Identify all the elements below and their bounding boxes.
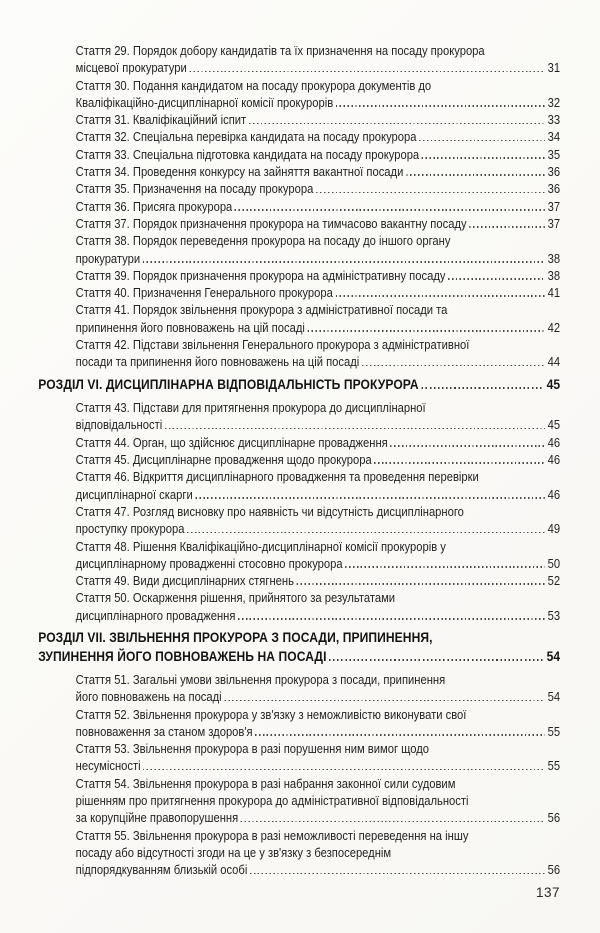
toc-section-heading [38, 629, 560, 666]
toc-article-entry [38, 434, 560, 451]
toc-article-entry [38, 111, 560, 128]
toc-article-entry [38, 146, 560, 163]
toc-entry-text: Стаття 35. Призначення на посаду прокурора [75, 181, 314, 197]
toc-article-entry [38, 572, 560, 589]
toc-article-entry [38, 399, 560, 434]
toc-entry-last-line [76, 757, 561, 774]
toc-entry-text: дисциплінарному провадженні стосовно прокурора [75, 555, 343, 571]
toc-entry-page-number: 56 [547, 862, 561, 878]
toc-entry-page-number: 54 [546, 648, 561, 665]
toc-entry-last-line [76, 353, 561, 370]
toc-entry-page-number: 31 [547, 60, 561, 76]
toc-article-entry [38, 468, 560, 503]
toc-entry-text: Стаття 47. Розгляд висновку про наявність чи відсутність дисциплінарного [75, 503, 464, 519]
toc-entry-last-line [76, 128, 561, 145]
toc-entry-text: повноваження за станом здоров'я [75, 723, 253, 739]
toc-article-entry [38, 336, 560, 371]
toc-entry-text: Стаття 52. Звільнення прокурора у зв'язку з неможливістю виконувати свої [75, 706, 467, 722]
toc-article-entry [38, 451, 560, 468]
toc-entry-text: посади та припинення його повноважень на цій посаді [75, 354, 360, 370]
toc-entry-text: місцевої прокуратури [75, 60, 187, 76]
toc-entry-last-line [76, 267, 561, 284]
toc-entry-text: за корупційне правопорушення [75, 810, 239, 826]
toc-entry-last-line [76, 520, 561, 537]
toc-entry-text: Стаття 31. Кваліфікаційний іспит [75, 112, 247, 128]
toc-entry-text: ЗУПИНЕННЯ ЙОГО ПОВНОВАЖЕНЬ НА ПОСАДІ [38, 648, 327, 665]
toc-article-entry [38, 77, 560, 112]
toc-section-heading [38, 376, 560, 395]
toc-entry-text: Стаття 43. Підстави для притягнення прокурора до дисциплінарної [75, 400, 426, 416]
toc-entry-text: його повноважень на посаді [75, 689, 222, 705]
toc-article-entry [38, 706, 560, 741]
toc-entry-page-number: 36 [547, 181, 561, 197]
toc-entry-page-number: 50 [547, 555, 561, 571]
toc-entry-text: Стаття 30. Подання кандидатом на посаду прокурора документів до [75, 77, 432, 93]
toc-article-entry [38, 42, 560, 77]
toc-entry-last-line [76, 94, 561, 111]
toc-entry-last-line [76, 861, 561, 878]
toc-entry-page-number: 38 [547, 250, 561, 266]
toc-entry-text: Стаття 41. Порядок звільнення прокурора з адміністративної посади та [75, 302, 448, 318]
toc-entry-page-number: 45 [547, 417, 561, 433]
toc-article-entry [38, 198, 560, 215]
toc-entry-page-number: 37 [547, 215, 561, 231]
toc-entry-text: посаду або відсутності згоди на це у зв'язку з безпосереднім [75, 844, 392, 860]
toc-entry-text: Стаття 55. Звільнення прокурора в разі неможливості переведення на іншу [75, 827, 469, 843]
toc-entry-text: Стаття 54. Звільнення прокурора в разі набрання законної сили судовим [75, 775, 456, 791]
toc-entry-text: Стаття 45. Дисциплінарне провадження щодо прокурора [75, 452, 372, 468]
toc-entry-text: Стаття 38. Порядок переведення прокурора на посаду до іншого органу [75, 233, 451, 249]
toc-entry-last-line [76, 486, 561, 503]
toc-entry-text: проступку прокурора [75, 521, 185, 537]
toc-article-entry [38, 163, 560, 180]
toc-entry-page-number: 55 [547, 723, 561, 739]
toc-article-entry [38, 284, 560, 301]
toc-entry-last-line [76, 688, 561, 705]
toc-article-entry [38, 538, 560, 573]
toc-article-entry [38, 775, 560, 827]
toc-entry-text: підпорядкуванням близькій особі [75, 862, 248, 878]
toc-article-entry [38, 671, 560, 706]
toc-entry-page-number: 54 [547, 689, 561, 705]
toc-entry-page-number: 34 [547, 129, 561, 145]
toc-entry-page-number: 38 [547, 267, 561, 283]
toc-article-entry [38, 215, 560, 232]
toc-entry-page-number: 32 [547, 94, 561, 110]
toc-entry-text: Стаття 32. Спеціальна перевірка кандидата на посаду прокурора [75, 129, 417, 145]
toc-entry-text: рішенням про притягнення прокурора до адміністративної відповідальності [75, 793, 469, 809]
toc-entry-text: Стаття 33. Спеціальна підготовка кандидата на посаду прокурора [75, 146, 420, 162]
toc-entry-text: Стаття 40. Призначення Генерального прокурора [75, 285, 333, 301]
toc-entry-text: Стаття 53. Звільнення прокурора в разі порушення ним вимог щодо [75, 741, 430, 757]
toc-article-entry [38, 301, 560, 336]
toc-entry-text: Стаття 36. Присяга прокурора [75, 198, 233, 214]
toc-entry-page-number: 42 [547, 319, 561, 335]
toc-entry-page-number: 52 [547, 573, 561, 589]
toc-entry-page-number: 33 [547, 112, 561, 128]
toc-entry-text: Стаття 39. Порядок призначення прокурора на адміністративну посаду [75, 267, 446, 283]
toc-entry-page-number: 37 [547, 198, 561, 214]
toc-article-entry [38, 827, 560, 879]
toc-entry-last-line [76, 111, 561, 128]
toc-entry-text: дисциплінарної скарги [75, 486, 193, 502]
toc-entry-text: Стаття 37. Порядок призначення прокурора на тимчасово вакантну посаду [75, 215, 467, 231]
toc-entry-last-line [76, 723, 561, 740]
toc-entry-last-line [76, 250, 561, 267]
toc-entry-text: РОЗДІЛ VI. ДИСЦИПЛІНАРНА ВІДПОВІДАЛЬНІСТЬ ПРОКУРОРА [38, 376, 419, 393]
toc-entry-page-number: 41 [547, 285, 561, 301]
toc-entry-page-number: 49 [547, 521, 561, 537]
toc-entry-last-line [76, 434, 561, 451]
toc-entry-last-line [76, 607, 561, 624]
toc-entry-text: несумісності [75, 758, 141, 774]
toc-entry-last-line [76, 163, 561, 180]
toc-entry-page-number: 56 [547, 810, 561, 826]
toc-article-entry [38, 503, 560, 538]
toc-entry-last-line [38, 648, 560, 667]
toc-entry-text: Стаття 34. Проведення конкурсу на зайняття вакантної посади [75, 164, 404, 180]
toc-entry-last-line [76, 284, 561, 301]
toc-entry-text: Стаття 42. Підстави звільнення Генерального прокурора з адміністративної [75, 337, 470, 353]
toc-article-entry [38, 740, 560, 775]
toc-entry-text: припинення його повноважень на цій посаді [75, 319, 305, 335]
toc-entry-page-number: 35 [547, 146, 561, 162]
toc-entry-text: дисциплінарного провадження [75, 607, 236, 623]
toc-entry-last-line [76, 180, 561, 197]
toc-entry-page-number: 44 [547, 354, 561, 370]
toc-entry-page-number: 55 [547, 758, 561, 774]
toc-entry-text: Стаття 51. Загальні умови звільнення прокурора з посади, припинення [75, 672, 446, 687]
toc-entry-last-line [76, 572, 561, 589]
toc-article-entry [38, 267, 560, 284]
toc-entry-text: відповідальності [75, 417, 163, 433]
toc-entry-page-number: 46 [547, 434, 561, 450]
toc-entry-text: Стаття 50. Оскарження рішення, прийнятого за результатами [75, 590, 396, 606]
toc-entry-last-line [76, 198, 561, 215]
toc-entry-last-line [76, 416, 561, 433]
toc-article-entry [38, 232, 560, 267]
toc-entry-last-line [76, 555, 561, 572]
toc-entry-page-number: 46 [547, 486, 561, 502]
toc-entry-text: РОЗДІЛ VII. ЗВІЛЬНЕННЯ ПРОКУРОРА З ПОСАДИ, ПРИПИНЕННЯ, [38, 630, 433, 646]
toc-entry-last-line [76, 59, 561, 76]
toc-entry-last-line [76, 319, 561, 336]
toc-entry-text: Стаття 46. Відкриття дисциплінарного провадження та проведення перевірки [75, 469, 479, 485]
toc-entry-page-number: 45 [546, 376, 561, 393]
toc-entry-last-line [38, 376, 560, 395]
toc-entry-page-number: 53 [547, 607, 561, 623]
toc-entry-last-line [76, 146, 561, 163]
toc-entry-text: Стаття 49. Види дисциплінарних стягнень [75, 573, 294, 589]
toc-article-entry [38, 589, 560, 624]
toc-entry-last-line [76, 809, 561, 826]
toc-entry-last-line [76, 215, 561, 232]
toc-entry-text: прокуратури [75, 250, 141, 266]
page-number: 137 [535, 885, 560, 900]
toc-article-entry [38, 128, 560, 145]
toc-entry-text: Стаття 29. Порядок добору кандидатів та їх призначення на посаду прокурора [75, 43, 485, 58]
toc-entry-text: Стаття 48. Рішення Кваліфікаційно-дисциплінарної комісії прокурорів у [75, 538, 446, 554]
toc-entry-text: Стаття 44. Орган, що здійснює дисциплінарне провадження [75, 434, 388, 450]
toc-entry-last-line [76, 451, 561, 468]
toc-entry-page-number: 46 [547, 452, 561, 468]
toc-entry-text: Кваліфікаційно-дисциплінарної комісії прокурорів [75, 94, 334, 110]
toc-entry-page-number: 36 [547, 164, 561, 180]
toc-article-entry [38, 180, 560, 197]
